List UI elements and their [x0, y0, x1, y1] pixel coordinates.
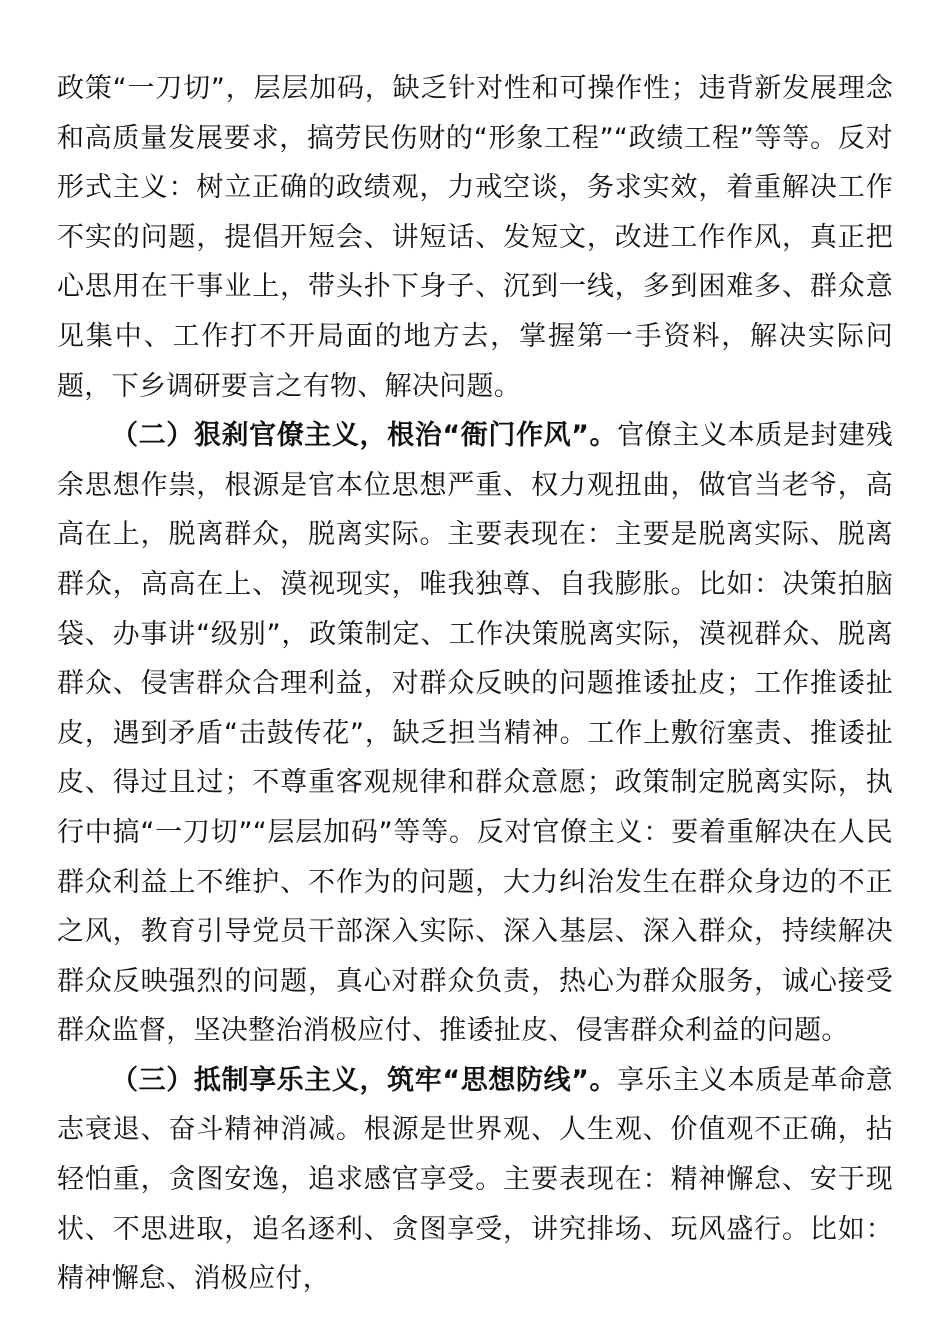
- paragraph-2-text: 官僚主义本质是封建残余思想作祟，根源是官本位思想严重、权力观扭曲，做官当老爷，高高在上，脱离群众，脱离实际。主要表现在：主要是脱离实际、脱离群众，高高在上、漠视现实，唯我独尊、自我膨胀。比如：决策拍脑袋、办事讲“级别”，政策制定、工作决策脱离实际，漠视群众、脱离群众、侵害群众合理利益，对群众反映的问题推诿扯皮；工作推诿扯皮，遇到矛盾“击鼓传花”，缺乏担当精神。工作上敷衍塞责、推诿扯皮、得过且过；不尊重客观规律和群众意愿；政策制定脱离实际，执行中搞“一刀切”“层层加码”等等。反对官僚主义：要着重解决在人民群众利益上不维护、不作为的问题，大力纠治发生在群众身边的不正之风，教育引导党员干部深入实际、深入基层、深入群众，持续解决群众反映强烈的问题，真心对群众负责，热心为群众服务，诚心接受群众监督，坚决整治消极应付、推诿扯皮、侵害群众利益的问题。: [57, 420, 893, 1047]
- paragraph-3-text: 享乐主义本质是革命意志衰退、奋斗精神消减。根源是世界观、人生观、价值观不正确，拈轻怕重，贪图安逸，追求感官享受。主要表现在：精神懈怠、安于现状、不思进取，追名逐利、贪图享受，讲究排场、玩风盛行。比如：精神懈怠、消极应付，: [57, 1064, 893, 1295]
- paragraph-1: [57, 64, 893, 411]
- section-heading-2: （二）狠刹官僚主义，根治“衙门作风”。: [111, 420, 618, 452]
- section-heading-3: （三）抵制享乐主义，筑牢“思想防线”。: [111, 1064, 618, 1096]
- paragraph-1-text: 政策“一刀切”，层层加码，缺乏针对性和可操作性；违背新发展理念和高质量发展要求，搞劳民伤财的“形象工程”“政绩工程”等等。反对形式主义：树立正确的政绩观，力戒空谈，务求实效，着重解决工作不实的问题，提倡开短会、讲短话、发短文，改进工作作风，真正把心思用在干事业上，带头扑下身子、沉到一线，多到困难多、群众意见集中、工作打不开局面的地方去，掌握第一手资料，解决实际问题，下乡调研要言之有物、解决问题。: [57, 73, 893, 402]
- document-page: [57, 64, 893, 1304]
- paragraph-2: [57, 411, 893, 1056]
- paragraph-3: [57, 1056, 893, 1304]
